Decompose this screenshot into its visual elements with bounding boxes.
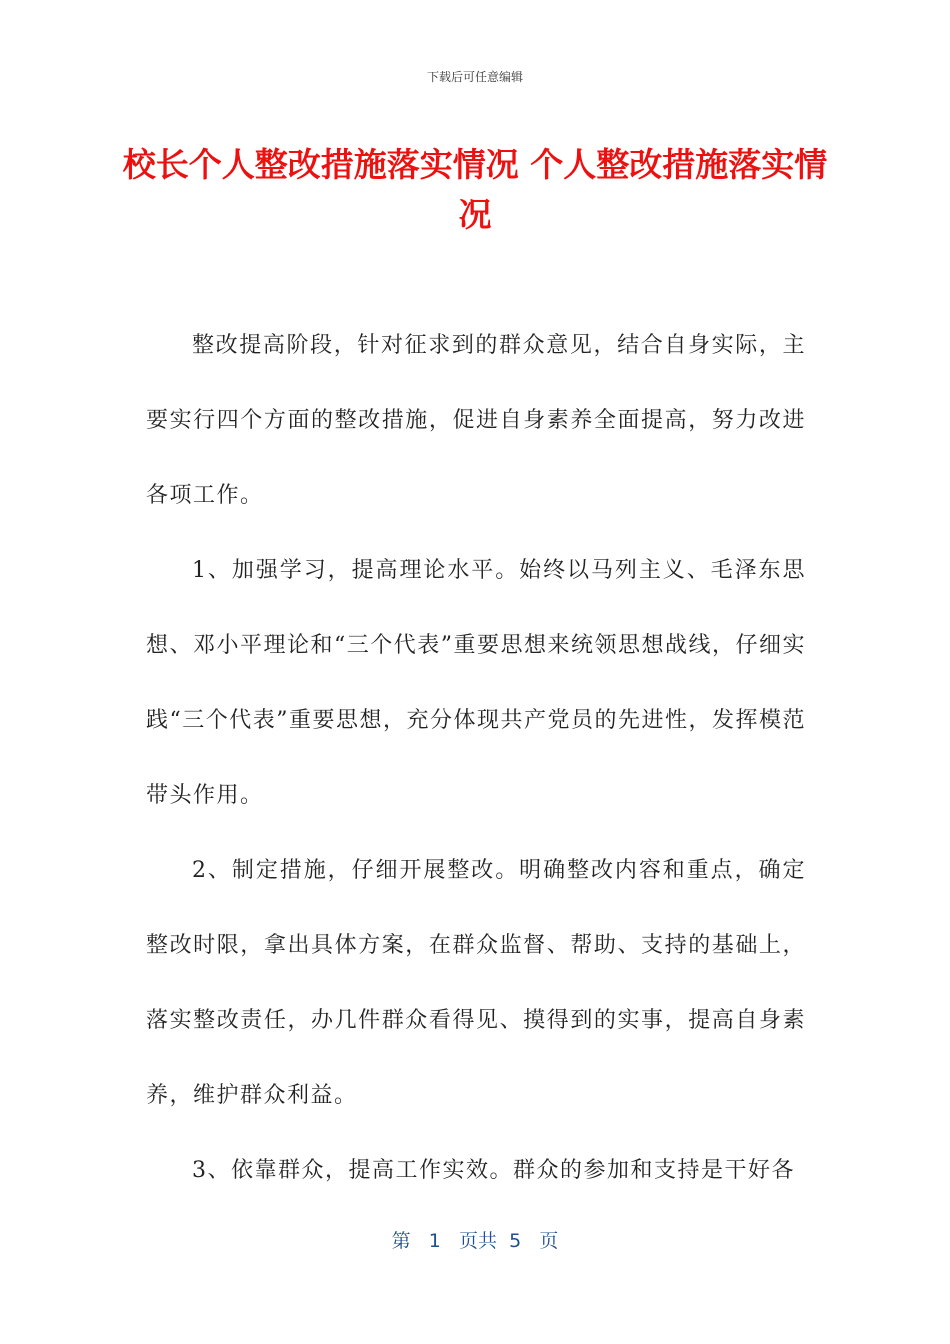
header-note: 下载后可任意编辑 (426, 70, 523, 84)
page-footer (0, 1226, 950, 1253)
page-label-middle: 页共 (459, 1230, 498, 1252)
current-page-number: 1 (428, 1230, 441, 1252)
paragraph-item-1: 1、加强学习，提高理论水平。始终以马列主义、毛泽东思想、邓小平理论和“三个代表”重要思想来统领思想战线，仔细实践“三个代表”重要思想，充分体现共产党员的先进性，发挥模范带头作用。 (146, 558, 806, 808)
document-body (146, 308, 806, 1208)
paragraph-item-3: 3、依靠群众，提高工作实效。群众的参加和支持是干好各 (192, 1158, 795, 1183)
total-pages-number: 5 (509, 1230, 522, 1252)
page-label-suffix: 页 (539, 1230, 559, 1252)
paragraph-item-2: 2、制定措施，仔细开展整改。明确整改内容和重点，确定整改时限，拿出具体方案，在群众监督、帮助、支持的基础上，落实整改责任，办几件群众看得见、摸得到的实事，提高自身素养，维护群众利益。 (146, 858, 806, 1108)
page-label-prefix: 第 (391, 1230, 411, 1252)
document-title: 校长个人整改措施落实情况 个人整改措施落实情况 (122, 145, 828, 234)
paragraph-intro: 整改提高阶段，针对征求到的群众意见，结合自身实际，主要实行四个方面的整改措施，促进自身素养全面提高，努力改进各项工作。 (146, 333, 806, 508)
